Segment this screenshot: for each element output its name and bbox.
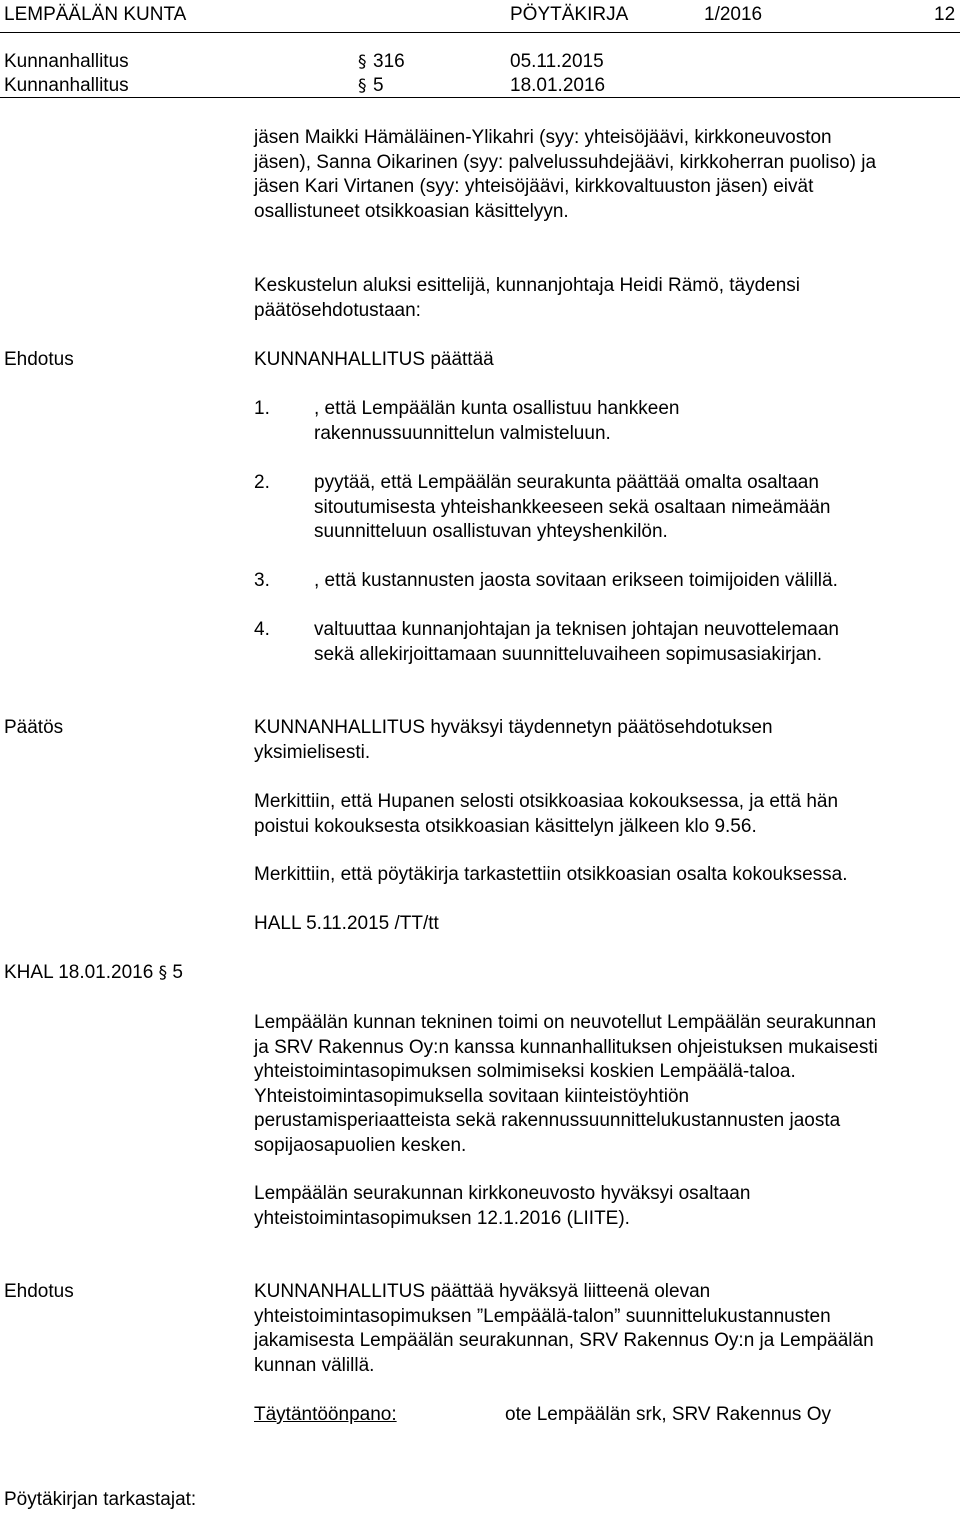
reference-rule — [0, 97, 960, 98]
reference-date: 05.11.2015 — [510, 51, 604, 72]
decision-note — [254, 863, 958, 888]
reference-body: Kunnanhallitus — [4, 75, 129, 96]
khal-paragraph: Lempäälän kunnan tekninen toimi on neuvotellut Lempäälän seurakunnan ja SRV Rakennus Oy:n kanssa kunnanhallituksen ohjeistuksen mukaisesti yhteistoimintasopimuksen solmimiseksi koskien Lempäälä-taloa. Yhteistoimintasopimuksella sovitaan kiinteistöyhtiön perustamisperiaatteista sekä rakennussuunnittelukustannusten jaosta sopijaosapuolien kesken. — [254, 1012, 878, 1156]
proposal-block — [254, 1280, 958, 1378]
khal-block — [254, 1011, 958, 1158]
intro-block — [254, 126, 958, 224]
proposal-block — [254, 348, 958, 373]
list-item — [254, 569, 958, 618]
proposal-text: KUNNANHALLITUS päättää hyväksyä liitteenä olevan yhteistoimintasopimuksen ”Lempäälä-talon” suunnittelukustannusten jakamisesta Lempäälän seurakunnan, SRV Rakennus Oy:n ja Lempäälän kunnan välillä. — [254, 1281, 874, 1376]
execution-value: ote Lempäälän srk, SRV Rakennus Oy — [505, 1404, 831, 1425]
reference-section: 316 — [373, 51, 405, 72]
proposal-lead: KUNNANHALLITUS päättää — [254, 349, 494, 370]
reference-body: Kunnanhallitus — [4, 51, 129, 72]
khal-section: 5 — [172, 962, 183, 983]
decision-block — [254, 716, 958, 765]
list-item — [254, 618, 958, 667]
intro-paragraph: jäsen Maikki Hämäläinen-Ylikahri (syy: yhteisöjäävi, kirkkoneuvoston jäsen), Sanna Oikarinen (syy: palvelussuhdejäävi, kirkkoherran puoliso) ja jäsen Kari Virtanen (syy: yhteisöjäävi, kirkkovaltuuston jäsen) eivät osallistuneet otsikkoasian käsittelyyn. — [254, 127, 877, 222]
list-item-text: pyytää, että Lempäälän seurakunta päättää omalta osaltaan sitoutumisesta yhteishankkeeseen sekä osaltaan nimeämään suunnitteluun osallistuvan yhteyshenkilön. — [314, 472, 831, 542]
decision-reference — [254, 912, 958, 937]
section-symbol: § — [358, 52, 367, 72]
khal-label-text: KHAL 18.01.2016 — [4, 962, 154, 983]
decision-paragraph: Merkittiin, että pöytäkirja tarkastettiin otsikkoasian osalta kokouksessa. — [254, 864, 848, 885]
khal-block — [254, 1182, 958, 1231]
list-item — [254, 471, 958, 569]
list-item-text: valtuuttaa kunnanjohtajan ja teknisen johtajan neuvottelemaan sekä allekirjoittamaan suunnitteluvaiheen sopimusasiakirjan. — [314, 619, 839, 665]
list-item-text: , että Lempäälän kunta osallistuu hankkeen rakennussuunnittelun valmisteluun. — [314, 398, 680, 444]
khal-paragraph: Lempäälän seurakunnan kirkkoneuvosto hyväksyi osaltaan yhteistoimintasopimuksen 12.1.2016 (LIITE). — [254, 1183, 751, 1229]
header-page-number: 12 — [934, 4, 956, 25]
section-symbol: § — [158, 963, 168, 983]
header-doc-type: PÖYTÄKIRJA — [510, 4, 629, 25]
decision-paragraph: Merkittiin, että Hupanen selosti otsikkoasiaa kokouksessa, ja että hän poistui kokouksesta otsikkoasian käsittelyn jälkeen klo 9.56. — [254, 791, 839, 837]
list-item-number: 4. — [254, 619, 270, 640]
list-item-text: , että kustannusten jaosta sovitaan erikseen toimijoiden välillä. — [314, 570, 838, 591]
reference-section: 5 — [373, 75, 384, 96]
section-symbol: § — [358, 76, 367, 96]
proposal-list — [254, 397, 958, 667]
reference-date: 18.01.2016 — [510, 75, 606, 96]
discussion-paragraph: Keskustelun aluksi esittelijä, kunnanjohtaja Heidi Rämö, täydensi päätösehdotustaan: — [254, 275, 801, 321]
discussion-block — [254, 274, 958, 323]
decision-paragraph: KUNNANHALLITUS hyväksyi täydennetyn päätösehdotuksen yksimielisesti. — [254, 717, 773, 763]
header-municipality: LEMPÄÄLÄN KUNTA — [4, 4, 187, 25]
khal-label — [4, 961, 183, 986]
header-rule — [0, 32, 960, 33]
proposal-label: Ehdotus — [4, 349, 74, 370]
reviewers-label: Pöytäkirjan tarkastajat: — [4, 1489, 197, 1510]
execution-label: Täytäntöönpano: — [254, 1404, 397, 1425]
list-item-number: 1. — [254, 398, 270, 419]
header-issue: 1/2016 — [704, 4, 763, 25]
proposal-label: Ehdotus — [4, 1281, 74, 1302]
decision-label: Päätös — [4, 717, 64, 738]
list-item-number: 2. — [254, 472, 270, 493]
list-item — [254, 397, 958, 471]
list-item-number: 3. — [254, 570, 270, 591]
decision-note — [254, 790, 958, 839]
decision-paragraph: HALL 5.11.2015 /TT/tt — [254, 913, 439, 934]
